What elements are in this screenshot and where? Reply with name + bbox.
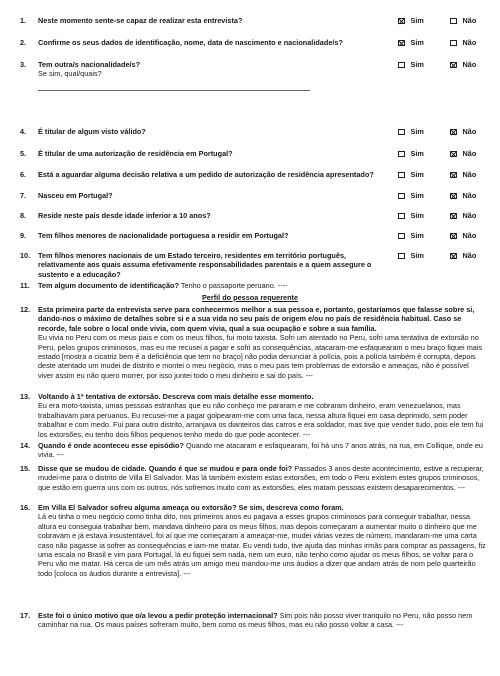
option-sim[interactable]: Sim: [398, 127, 424, 136]
question-text: É titular de algum visto válido?: [38, 127, 146, 136]
question-17: [20, 611, 486, 630]
question-8: [20, 211, 486, 220]
question-13: [20, 392, 486, 439]
question-text: Está a aguardar alguma decisão relativa a um pedido de autorização de residência apresentado?: [38, 170, 374, 179]
option-nao[interactable]: Não: [450, 60, 476, 69]
question-1: [20, 16, 486, 25]
option-nao[interactable]: Não: [450, 127, 476, 136]
option-sim[interactable]: Sim: [398, 211, 424, 220]
checkbox-empty-icon[interactable]: [398, 129, 405, 136]
question-text: Voltando à 1ª tentativa de extorsão. Descreva com mais detalhe esse momento.: [38, 392, 314, 401]
checkbox-empty-icon[interactable]: [398, 62, 405, 69]
question-number: 7.: [20, 191, 27, 200]
question-4: [20, 127, 486, 136]
answer-text: Eu era moto-taxista, umas pessoas estranhas que eu não conheço me pararam e me cobraram dinheiro, eram venezuelanos, mas trabalhavam para peruanos. Eu recusei-me a pagar golpearam-me com uma faca, nessa altura fiquei em casa deprimido, sem poder trabalhar e com medo. Fui para outro distrito, arranjava os dianteiros das carros e era soldador, mas tive que vender tudo, pois ele tem fui los extorsões, eu tenho dois filhos pequenos tenho medo do que pode acontecer. ---: [38, 401, 484, 439]
option-nao[interactable]: Não: [450, 16, 476, 25]
option-sim[interactable]: Sim: [398, 170, 424, 179]
question-number: 14.: [20, 441, 31, 450]
checkbox-checked-icon[interactable]: [450, 129, 457, 136]
option-nao[interactable]: Não: [450, 170, 476, 179]
option-nao[interactable]: Não: [450, 149, 476, 158]
question-text: Reside neste país desde idade inferior a 10 anos?: [38, 211, 211, 220]
question-number: 9.: [20, 231, 27, 240]
checkbox-checked-icon[interactable]: [450, 233, 457, 240]
answer-text: Lá eu tinha o meu negócio como tinha dito, nos primeiros anos eu pagava a esses grupos criminosos para conseguir trabalhar, nessa altura eu conseguia trabalhar bem, mandava dinheiro para os meus filhos, mas depois começaram a aumentar muito o dinheiro que me cobravam e já estava insustentável, foi aí que me começaram a ameaçar-me, mudei várias vezes de número, mandaram-me uma carta caso não pagasse ia sofrer as consequências e iam-me matar. Eu vendi tudo, tive ajuda das minhas irmãs para comprar as passagens, fiz uma escala no Brasil e vim para Portugal, lá eu fiquei sem nada, nem um euro, não tenho como ajudar os meus filhos, se voltar para o Peru vão me matar. Há cerca de um mês atrás um amigo meu mandou-me uns áudios a dizer que andam atrás de nom pelo quarteirão todo [coloca os áudios durante a entrevista]. ---: [38, 512, 486, 578]
question-text: É titular de uma autorização de residência em Portugal?: [38, 149, 233, 158]
question-number: 6.: [20, 170, 27, 179]
question-7: [20, 191, 486, 200]
question-text: Tem algum documento de identificação?: [38, 281, 179, 290]
question-subtext: Se sim, qual/quais?: [38, 69, 102, 79]
checkbox-checked-icon[interactable]: [450, 62, 457, 69]
checkbox-empty-icon[interactable]: [450, 40, 457, 47]
question-text: Tem outra/s nacionalidade/s?: [38, 60, 141, 69]
question-number: 10.: [20, 251, 31, 260]
question-text: Neste momento sente-se capaz de realizar esta entrevista?: [38, 16, 243, 25]
question-number: 1.: [20, 16, 27, 25]
question-2: [20, 38, 486, 47]
question-number: 16.: [20, 503, 31, 512]
checkbox-empty-icon[interactable]: [398, 172, 405, 179]
question-number: 12.: [20, 305, 31, 314]
question-text: Confirme os seus dados de identificação, nome, data de nascimento e nacionalidade/s?: [38, 38, 343, 47]
question-5: [20, 149, 486, 158]
question-text: Quando é onde aconteceu esse episódio?: [38, 441, 184, 450]
question-number: 11.: [20, 281, 30, 290]
checkbox-checked-icon[interactable]: [450, 253, 457, 260]
question-text: Este foi o único motivo que o/a levou a pedir proteção internacional?: [38, 611, 278, 620]
question-text: Esta primeira parte da entrevista serve para conhecermos melhor a sua pessoa e, portanto, gostaríamos que falasse sobre si, dando-nos o máximo de detalhes sobre si e a sua vida no seu país de origem e/ou no país de residência habitual. Caso se recorde, fale sobre o local onde vivia, com quem vivia, qual a sua ocupação e sobre a sua família.: [38, 305, 475, 333]
question-15: [20, 464, 486, 492]
question-text: Tem filhos menores nacionais de um Estado terceiro, residentes em território português, relativamente aos quais assuma efetivamente responsabilidades parentais e a quem assegure o sustento e a educação?: [38, 251, 372, 279]
checkbox-checked-icon[interactable]: [398, 18, 405, 25]
question-text: Disse que se mudou de cidade. Quando é que se mudou e para onde foi?: [38, 464, 293, 473]
option-sim[interactable]: Sim: [398, 16, 424, 25]
option-nao[interactable]: Não: [450, 191, 476, 200]
question-number: 4.: [20, 127, 27, 136]
option-nao[interactable]: Não: [450, 38, 476, 47]
option-nao[interactable]: Não: [450, 251, 476, 260]
option-sim[interactable]: Sim: [398, 191, 424, 200]
question-number: 17.: [20, 611, 31, 620]
answer-text: Passados 3 anos deste acontecimento, estive a recuperar, mudei-me para o distrito de Villa El Salvador. Mas lá também existem estas extorsões, em todo o Peru existem estes grupos criminosos, que estão em guerra uns com os outros, nós sofremos muito com as extorsões, eles matam pessoas existem desaparecimentos. ---: [38, 464, 484, 492]
option-sim[interactable]: Sim: [398, 38, 424, 47]
question-11: [20, 281, 486, 290]
answer-line: [38, 90, 310, 91]
checkbox-empty-icon[interactable]: [398, 193, 405, 200]
question-number: 13.: [20, 392, 31, 401]
checkbox-empty-icon[interactable]: [450, 18, 457, 25]
question-3: [20, 60, 486, 79]
checkbox-empty-icon[interactable]: [398, 253, 405, 260]
option-sim[interactable]: Sim: [398, 231, 424, 240]
answer-text: Eu vivia no Peru com os meus pais e com os meus filhos, fui moto taxista. Sofri um atentado no Peru, sofri uma tentativa de extorsão no Peru, pelos grupos criminosos, mas eu me recusei a pagar e sofri as consequências, atacaram-me esfaquearam o meu braço fiquei mais estado [mostra a cicatriz bem é a deficiência que tem no braço] não podia denunciar à polícia, pois a polícia também é corrupta, depois deste atentado um mudei de distrito e montei o meu negócio, mas o meu pais tem problemas de extorsão e ameaças, não é possível viver assim eu não quero morrer, por isso juntei todo o meu dinheiro e sai do país. ---: [38, 333, 483, 380]
option-sim[interactable]: Sim: [398, 60, 424, 69]
option-sim[interactable]: Sim: [398, 149, 424, 158]
checkbox-checked-icon[interactable]: [450, 213, 457, 220]
checkbox-checked-icon[interactable]: [398, 40, 405, 47]
checkbox-checked-icon[interactable]: [450, 193, 457, 200]
question-text: Em Villa El Salvador sofreu alguma ameaça ou extorsão? Se sim, descreva como foram.: [38, 503, 344, 512]
question-number: 8.: [20, 211, 27, 220]
question-6: [20, 170, 486, 179]
checkbox-empty-icon[interactable]: [398, 213, 405, 220]
checkbox-checked-icon[interactable]: [450, 172, 457, 179]
option-nao[interactable]: Não: [450, 211, 476, 220]
question-14: [20, 441, 486, 460]
question-number: 2.: [20, 38, 27, 47]
checkbox-empty-icon[interactable]: [398, 151, 405, 158]
question-number: 5.: [20, 149, 27, 158]
question-number: 15.: [20, 464, 31, 473]
section-title: Perfil do pessoa requerente: [201, 293, 299, 302]
question-text: Nasceu em Portugal?: [38, 191, 113, 200]
answer-text: Sim pois não posso viver tranquilo no Peru, não posso nem caminhar na rua. Os maus países sofreram muito, bem como os meus filhos, mas eu não posso voltar a casa. ---: [38, 611, 473, 630]
question-16: [20, 503, 486, 578]
question-10: [20, 251, 486, 279]
question-number: 3.: [20, 60, 27, 69]
question-text: Tem filhos menores de nacionalidade portuguesa a residir em Portugal?: [38, 231, 289, 240]
checkbox-empty-icon[interactable]: [398, 233, 405, 240]
option-nao[interactable]: Não: [450, 231, 476, 240]
checkbox-checked-icon[interactable]: [450, 151, 457, 158]
option-sim[interactable]: Sim: [398, 251, 424, 260]
question-12: [20, 305, 486, 380]
answer-text: Quando me atacaram e esfaquearam, foi há uns 7 anos atrás, na rua, em Collique, onde eu vivia. ---: [38, 441, 483, 460]
answer-text: Tenho o passaporte peruano. ----: [178, 281, 288, 290]
question-9: [20, 231, 486, 240]
